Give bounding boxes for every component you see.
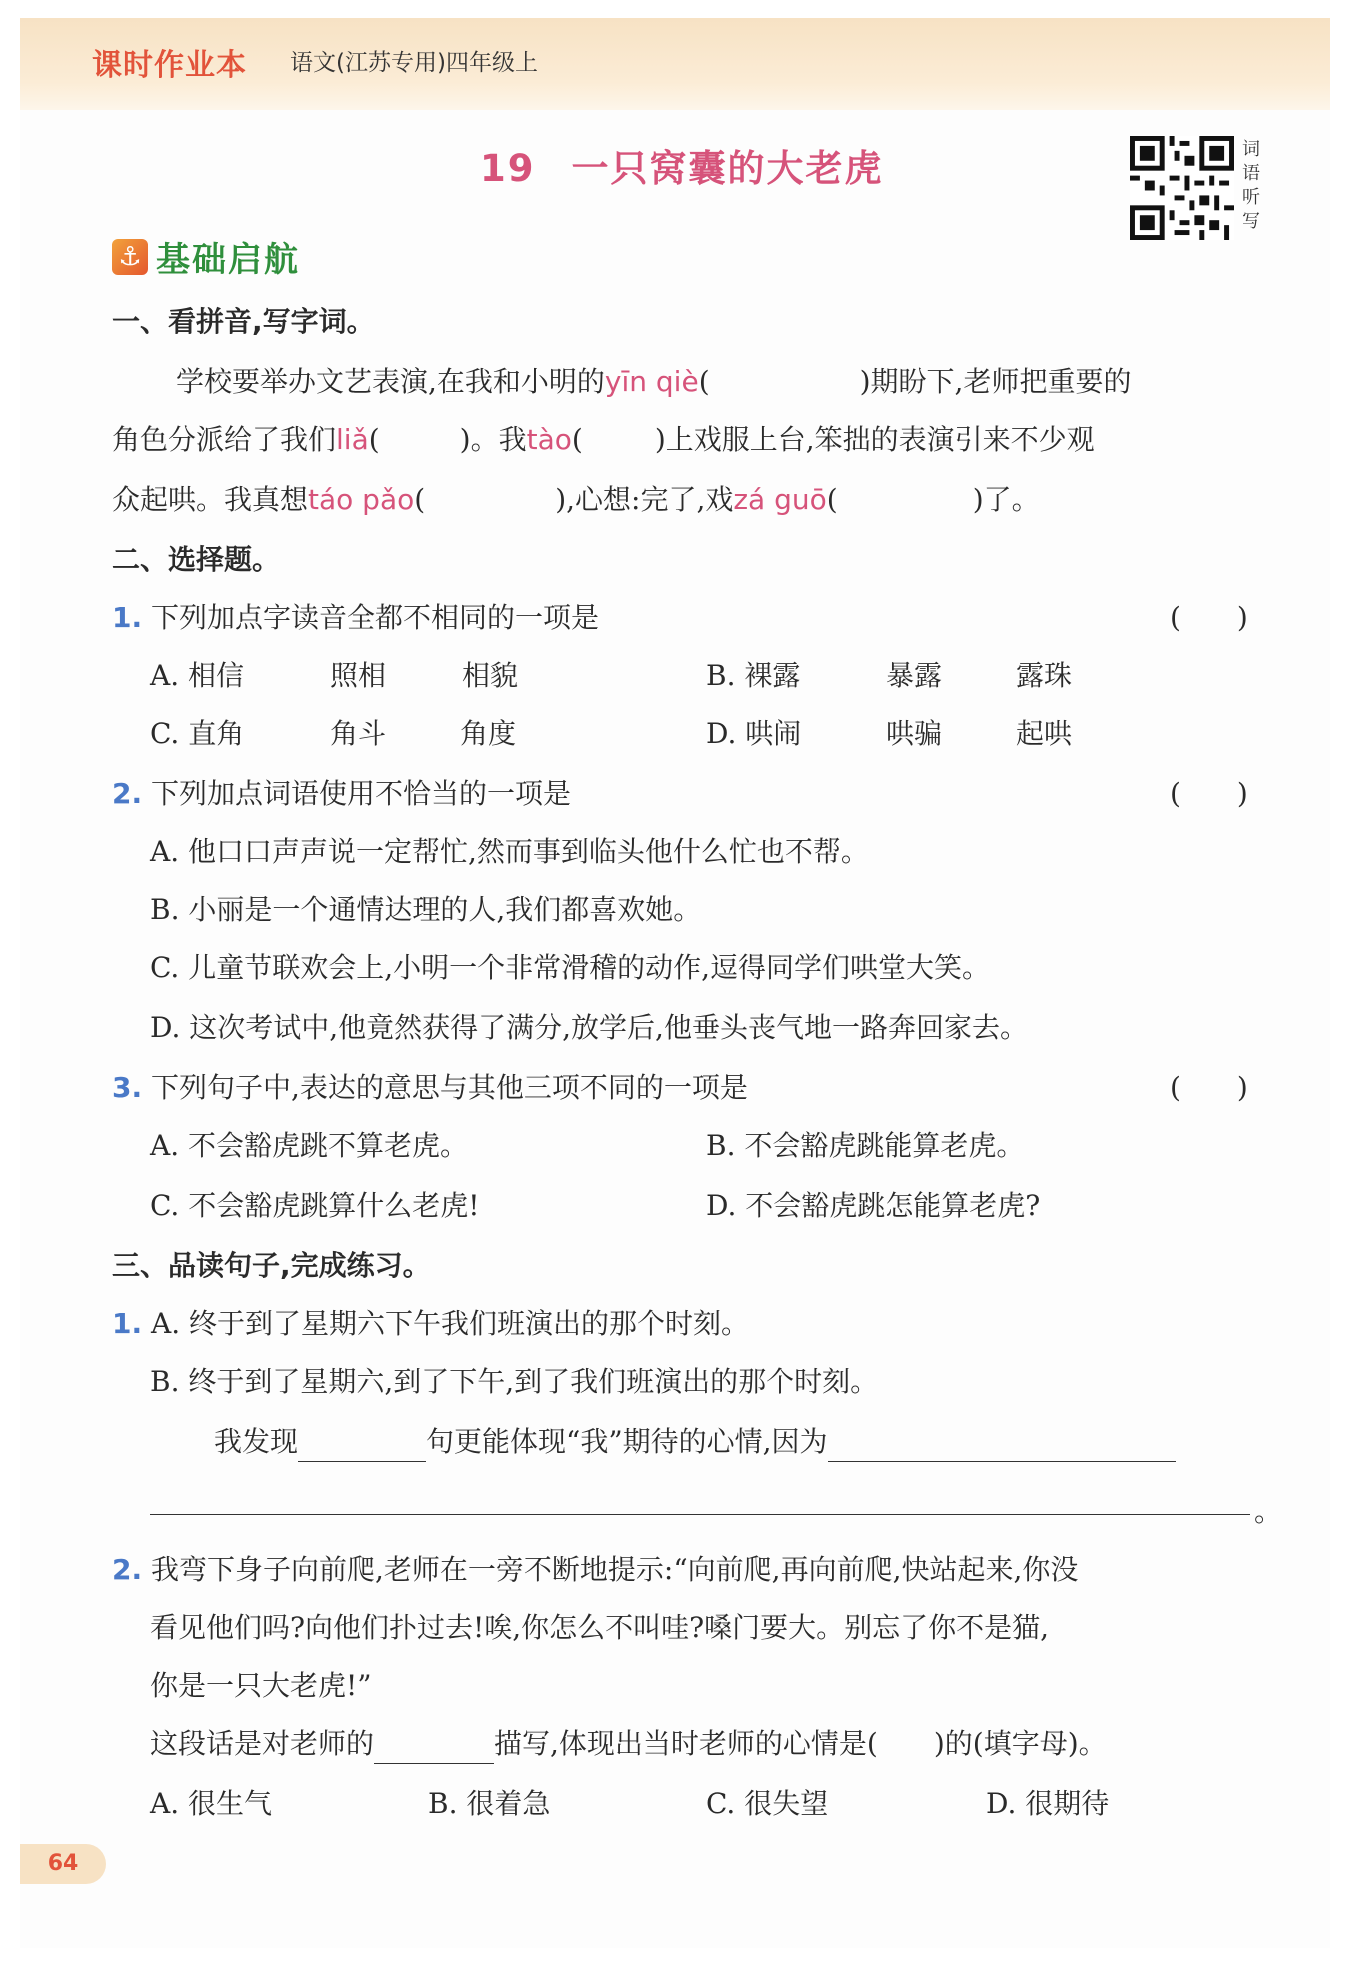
answer-blank[interactable] [374,1729,494,1764]
passage-line3: 你是一只大老虎!” [150,1669,372,1702]
part1-text: )。我 [459,423,527,456]
question-number: 2. [112,777,143,810]
answer-blank[interactable] [828,1427,1176,1462]
option-b2: 暴露 [886,659,943,692]
p3-option-a[interactable]: A. 很生气 [150,1787,273,1820]
lesson-number: 19 [480,147,536,190]
p3-option-d[interactable]: D. 很期待 [986,1787,1110,1820]
part1-heading: 一、看拼音,写字词。 [112,305,375,338]
option-c3: 角度 [460,717,517,750]
answer-paren[interactable]: ( ) [1170,1071,1248,1104]
ask-text: 描写,体现出当时老师的心情是( [494,1727,878,1760]
paren-open: ( [826,483,838,516]
question-text: 下列加点词语使用不恰当的一项是 [151,777,572,810]
q3-option-a[interactable]: A. 不会豁虎跳不算老虎。 [150,1129,469,1162]
paren-open: ( [414,483,426,516]
answer-paren[interactable]: ( ) [1170,601,1248,634]
answer-paren[interactable]: ( ) [1170,777,1248,810]
question-text: 下列句子中,表达的意思与其他三项不同的一项是 [151,1071,748,1104]
q2-option-a[interactable]: A. 他口口声声说一定帮忙,然而事到临头他什么忙也不帮。 [150,835,869,868]
q3-option-b[interactable]: B. 不会豁虎跳能算老虎。 [706,1129,1025,1162]
question-text: 下列加点字读音全都不相同的一项是 [151,601,600,634]
part1-text: )了。 [972,483,1040,516]
question-number: 1. [112,601,143,634]
p3-q1-a [112,1304,749,1344]
section-header [112,232,300,281]
p3-option-b[interactable]: B. 很着急 [428,1787,551,1820]
q1-stem [112,598,599,638]
answer-prompt: 我发现 [214,1425,299,1458]
paren-open: ( [698,365,710,398]
part3-heading: 三、品读句子,完成练习。 [112,1249,431,1282]
part1-text: 角色分派给了我们 [112,423,337,456]
part1-line1 [176,362,1131,402]
passage-line2: 看见他们吗?向他们扑过去!唉,你怎么不叫哇?嗓门要大。别忘了你不是猫, [150,1611,1050,1644]
brand-title: 课时作业本 [92,48,247,83]
paren-open: ( [571,423,583,456]
option-d1[interactable]: D. 哄闹 [706,717,802,750]
q3-option-d[interactable]: D. 不会豁虎跳怎能算老虎? [706,1189,1041,1222]
question-number: 3. [112,1071,143,1104]
option-d3: 起哄 [1016,717,1073,750]
question-number: 2. [112,1553,143,1586]
sentence-a: A. 终于到了星期六下午我们班演出的那个时刻。 [151,1307,750,1340]
part1-text: )期盼下,老师把重要的 [859,365,1132,398]
q3-option-c[interactable]: C. 不会豁虎跳算什么老虎! [150,1189,480,1222]
part1-text: )上戏服上台,笨拙的表演引来不少观 [654,423,1095,456]
page-number: 64 [20,1844,106,1884]
option-a2: 照相 [330,659,387,692]
sentence-b: B. 终于到了星期六,到了下午,到了我们班演出的那个时刻。 [150,1365,879,1398]
option-c1[interactable]: C. 直角 [150,717,245,750]
p3-q2-line1 [112,1550,1078,1590]
lesson-name: 一只窝囊的大老虎 [571,147,884,190]
option-b1[interactable]: B. 裸露 [706,659,801,692]
q3-stem [112,1068,748,1108]
part1-text: 学校要举办文艺表演,在我和小明的 [176,365,605,398]
p3-q1-answer [214,1422,1176,1462]
p3-option-c[interactable]: C. 很失望 [706,1787,829,1820]
part1-line2 [112,420,1095,460]
option-a3: 相貌 [462,659,519,692]
q2-stem [112,774,571,814]
pinyin-prompt: táo pǎo [308,483,415,516]
option-c2: 角斗 [330,717,387,750]
subject-label: 语文(江苏专用)四年级上 [290,50,538,76]
qr-caption: 词语听写 [1242,139,1260,232]
pinyin-prompt: liǎ [336,423,369,456]
part1-text: ),心想:完了,戏 [555,483,734,516]
period: 。 [1254,1495,1283,1528]
p3-q2-ask [150,1724,1107,1764]
option-a1[interactable]: A. 相信 [150,659,245,692]
pinyin-prompt: yīn qiè [604,365,699,398]
ask-text: )的(填字母)。 [933,1727,1107,1760]
anchor-icon: ⚓ [112,239,148,275]
lesson-title [480,138,884,192]
answer-line[interactable] [150,1514,1250,1515]
option-d2: 哄骗 [886,717,943,750]
q2-option-b[interactable]: B. 小丽是一个通情达理的人,我们都喜欢她。 [150,893,702,926]
answer-prompt: 句更能体现“我”期待的心情,因为 [426,1425,828,1458]
part2-heading: 二、选择题。 [112,543,281,576]
part1-text: 众起哄。我真想 [112,483,309,516]
passage-text: 我弯下身子向前爬,老师在一旁不断地提示:“向前爬,再向前爬,快站起来,你没 [151,1553,1079,1586]
option-b3: 露珠 [1016,659,1073,692]
q2-option-d[interactable]: D. 这次考试中,他竟然获得了满分,放学后,他垂头丧气地一路奔回家去。 [150,1011,1028,1044]
section-label: 基础启航 [156,240,300,280]
answer-blank[interactable] [298,1427,426,1462]
paren-open: ( [368,423,380,456]
question-number: 1. [112,1307,143,1340]
qr-code-icon[interactable] [1130,136,1234,240]
q2-option-c[interactable]: C. 儿童节联欢会上,小明一个非常滑稽的动作,逗得同学们哄堂大笑。 [150,951,991,984]
part1-line3 [112,480,1040,520]
ask-text: 这段话是对老师的 [150,1727,375,1760]
pinyin-prompt: zá guō [733,483,827,516]
pinyin-prompt: tào [526,423,572,456]
